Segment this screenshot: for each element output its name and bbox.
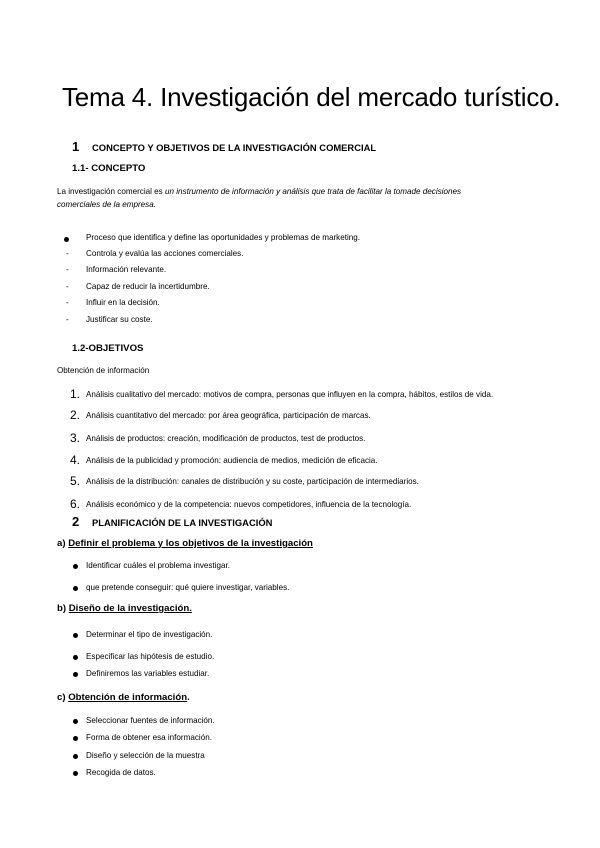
list-item: Influir en la decisión. xyxy=(86,298,160,307)
bullet-icon xyxy=(73,771,78,776)
section-1-heading: CONCEPTO Y OBJETIVOS DE LA INVESTIGACIÓN COMERCIAL xyxy=(92,142,377,153)
list-item: Definiremos las variables estudiar. xyxy=(86,669,210,678)
intro-paragraph-line-2: comerciales de la empresa. xyxy=(57,200,156,209)
list-item: Recogida de datos. xyxy=(86,768,156,777)
list-item: Especificar las hipótesis de estudio. xyxy=(86,652,215,661)
dash-icon: - xyxy=(66,265,69,274)
bullet-icon xyxy=(73,564,78,569)
dash-icon: - xyxy=(66,249,69,258)
page-title: Tema 4. Investigación del mercado turístico. xyxy=(62,82,561,112)
list-item: Seleccionar fuentes de información. xyxy=(86,716,215,725)
list-item: Análisis cualitativo del mercado: motivos de compra, personas que influyen en la compra, hábitos, estilos de vida. xyxy=(86,390,494,399)
dash-icon: - xyxy=(66,282,69,291)
step-b-title: Diseño de la investigación. xyxy=(68,603,192,614)
intro-normal-text: La investigación comercial es xyxy=(57,187,165,196)
subsection-objetivos-heading: 1.2-OBJETIVOS xyxy=(72,343,144,354)
list-item: Forma de obtener esa información. xyxy=(86,733,212,742)
bullet-icon xyxy=(73,736,78,741)
list-number: 3. xyxy=(70,431,81,445)
list-item: Análisis económico y de la competencia: nuevos competidores, influencia de la tecnología. xyxy=(86,500,412,509)
section-2-heading: PLANIFICACIÓN DE LA INVESTIGACIÓN xyxy=(92,517,273,528)
list-item: Justificar su coste. xyxy=(86,315,153,324)
dash-icon: - xyxy=(66,298,69,307)
step-c-period: . xyxy=(187,692,190,703)
list-item: Determinar el tipo de investigación. xyxy=(86,630,213,639)
step-c-title: Obtención de información xyxy=(68,692,188,703)
step-a-heading xyxy=(57,538,313,549)
subsection-concepto-heading: 1.1- CONCEPTO xyxy=(72,163,146,174)
list-number: 6. xyxy=(70,497,81,511)
list-item: Análisis de la distribución: canales de distribución y su coste, participación de intermediarios. xyxy=(86,477,419,486)
list-item: Capaz de reducir la incertidumbre. xyxy=(86,282,210,291)
intro-italic-text: un instrumento de información y análisis que trata de facilitar la tomade decisiones xyxy=(164,187,462,196)
list-number: 1. xyxy=(70,387,81,401)
list-item: Identificar cuáles el problema investigar. xyxy=(86,561,230,570)
list-number: 4. xyxy=(70,453,81,467)
step-a-label: a) xyxy=(57,538,69,549)
intro-paragraph-line-1 xyxy=(57,187,461,196)
bullet-icon xyxy=(73,719,78,724)
list-item: Análisis de productos: creación, modificación de productos, test de productos. xyxy=(86,434,366,443)
bullet-icon xyxy=(73,633,78,638)
section-1-number: 1 xyxy=(72,139,80,154)
list-item: que pretende conseguir: qué quiere investigar, variables. xyxy=(86,583,290,592)
list-item: Controla y evalúa las acciones comerciales. xyxy=(86,249,244,258)
bullet-icon xyxy=(73,672,78,677)
bullet-icon xyxy=(73,655,78,660)
step-c-label: c) xyxy=(57,692,69,703)
list-number: 2. xyxy=(70,408,81,422)
section-2-number: 2 xyxy=(72,514,80,529)
step-b-heading xyxy=(57,603,192,614)
list-item: Información relevante. xyxy=(86,265,167,274)
bullet-icon xyxy=(73,586,78,591)
list-item: Proceso que identifica y define las oportunidades y problemas de marketing. xyxy=(86,233,360,242)
list-number: 5. xyxy=(70,474,81,488)
step-a-title: Definir el problema y los objetivos de la investigación xyxy=(68,538,313,549)
bullet-icon xyxy=(73,754,78,759)
step-c-heading xyxy=(57,692,190,703)
step-b-label: b) xyxy=(57,603,69,614)
bullet-icon xyxy=(64,237,69,242)
dash-icon: - xyxy=(66,315,69,324)
obtencion-label: Obtención de información xyxy=(57,366,150,375)
list-item: Diseño y selección de la muestra xyxy=(86,751,205,760)
list-item: Análisis cuantitativo del mercado: por área geográfica, participación de marcas. xyxy=(86,411,371,420)
list-item: Análisis de la publicidad y promoción: audiencia de medios, medición de eficacia. xyxy=(86,456,378,465)
